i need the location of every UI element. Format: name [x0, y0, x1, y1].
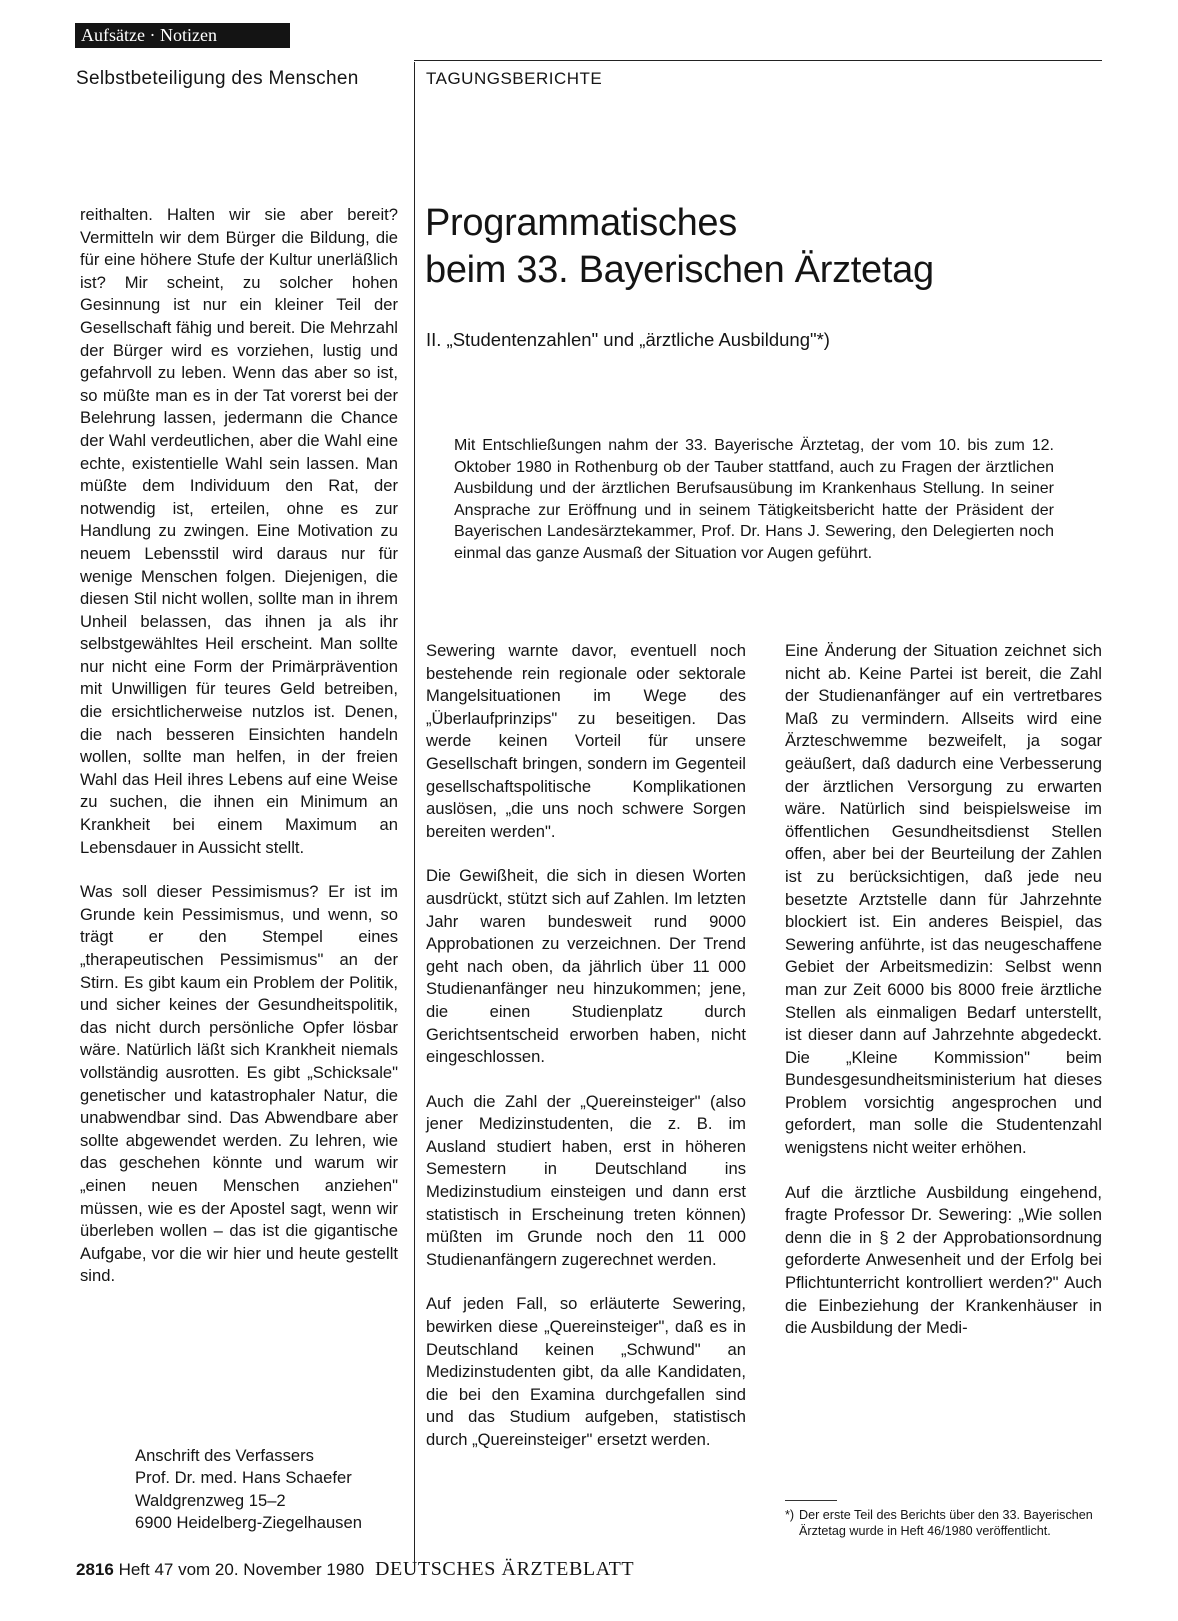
address-street: Waldgrenzweg 15–2: [135, 1490, 286, 1510]
body-paragraph: Auch die Zahl der „Quereinsteiger" (also jener Medizinstudenten, die z. B. im Ausland studiert haben, erst in höheren Semestern in Deutschland ins Medizinstudium einsteigen und dann erst statistisch in Erscheinung treten können) müßten im Grunde noch den 11 000 Studienanfängern zugerechnet werden.: [426, 1091, 746, 1269]
page-footer: [76, 1557, 634, 1582]
left-column: [80, 204, 398, 1288]
left-paragraph: reithalten. Halten wir sie aber bereit? Vermitteln wir dem Bürger die Bildung, die für eine höhere Stufe der Kultur unerläßlich ist? Mir scheint, zu solcher hohen Gesinnung ist nur ein kleiner Teil der Gesellschaft fähig und bereit. Die Mehrzahl der Bürger wird es vorziehen, lustig und gefahrvoll zu leben. Wenn das aber so ist, so müßte man es in der Tat vorerst bei der Belehrung lassen, jedermann die Chance der Wahl verdeutlichen, aber die Wahl eine echte, existentielle Wahl sein lassen. Man müßte dem Individuum den Rat, der notwendig ist, erteilen, ohne es zur Handlung zu zwingen. Eine Motivation zu neuem Lebensstil wird daraus nur für wenige Menschen folgen. Diejenigen, die diesen Stil nicht wollen, sollte man in ihrem Unheil belassen, das ihnen ja als ihr selbstgewähltes Heil erscheint. Man sollte nur nicht eine Form der Primärprävention mit Unwilligen für teures Geld betreiben, die ersichtlicherweise nutzlos ist. Denen, die nach besseren Einsichten handeln wollen, sollte man helfen, in der freien Wahl das Heil ihres Lebens auf eine Weise zu suchen, die ihnen ein Minimum an Krankheit bei einem Maximum an Lebensdauer in Aussicht stellt.: [80, 205, 398, 857]
left-paragraph: Was soll dieser Pessimismus? Er ist im Grunde kein Pessimismus, und wenn, so trägt er den Stempel eines „therapeutischen Pessimismus" an der Stirn. Es gibt kaum ein Problem der Politik, und sicher keines der Gesundheitspolitik, das nicht durch persönliche Opfer lösbar wäre. Natürlich läßt sich Krankheit niemals vollständig ausrotten. Es gibt „Schicksale" genetischer und katastrophaler Natur, die unabwendbar sind. Das Abwendbare aber sollte abgewendet werden. Zu lehren, wie das geschehen könnte und warum wir „einen neuen Menschen anziehen" müssen, wie es der Apostel sagt, wenn wir überleben wollen – das ist die gigantische Aufgabe, vor die wir hier und heute gestellt sind.: [80, 882, 398, 1286]
right-column: [785, 640, 1102, 1340]
article-lead: Mit Entschließungen nahm der 33. Bayerische Ärztetag, der vom 10. bis zum 12. Oktober 1980 in Rothenburg ob der Tauber stattfand, auch zu Fragen der ärztlichen Ausbildung und der ärztlichen Berufsausübung im Krankenhaus Stellung. In seiner Ansprache zur Eröffnung und in seinem Tätigkeitsbericht hatte der Präsident der Bayerischen Landesärztekammer, Prof. Dr. Hans J. Sewering, den Delegierten noch einmal das ganze Ausmaß der Situation vor Augen geführt.: [454, 437, 1054, 562]
footnote-mark: *): [785, 1508, 795, 1522]
article-subtitle: II. „Studentenzahlen" und „ärztliche Ausbildung"*): [426, 329, 830, 350]
body-paragraph: Auf die ärztliche Ausbildung eingehend, fragte Professor Dr. Sewering: „Wie sollen denn die in § 2 der Approbationsordnung geforderte Anwesenheit und der Erfolg bei Pflichtunterricht kontrolliert werden?" Auch die Einbeziehung der Krankenhäuser in die Ausbildung der Medi-: [785, 1182, 1102, 1338]
article-title-line: beim 33. Bayerischen Ärztetag: [425, 249, 934, 291]
header-rule: [414, 60, 1102, 61]
body-paragraph: Sewering warnte davor, eventuell noch bestehende rein regionale oder sektorale Mangelsituationen im Wege des „Überlaufprinzips" zu beseitigen. Das werde keinen Vorteil für unsere Gesellschaft bringen, sondern im Gegenteil gesellschaftspolitische Komplikationen auslösen, „die uns noch schwere Sorgen bereiten werden".: [426, 641, 746, 841]
journal-name: DEUTSCHES ÄRZTEBLATT: [374, 1558, 635, 1580]
body-paragraph: Eine Änderung der Situation zeichnet sich nicht ab. Keine Partei ist bereit, die Zahl der Studienanfänger auf ein vertretbares Maß zu vermindern. Allseits wird eine Ärzteschwemme bezweifelt, ja sogar geäußert, daß dadurch eine Verbesserung der ärztlichen Versorgung zu erwarten wäre. Natürlich sind beispielsweise im öffentlichen Gesundheitsdienst Stellen offen, aber bei der Beurteilung der Zahlen ist zu berücksichtigen, daß jede neu besetzte Arztstelle dann für Jahrzehnte blockiert ist. Ein anderes Beispiel, das Sewering anführte, ist das neugeschaffene Gebiet der Arbeitsmedizin: Selbst wenn man zur Zeit 6000 bis 8000 freie ärztliche Stellen als einmaligen Bedarf unterstellt, ist dieser dann auf Jahrzehnte abgedeckt. Die „Kleine Kommission" beim Bundesgesundheitsministerium hat dieses Problem vorsichtig angesprochen und gefordert, man solle die Studentenzahl wenigstens nicht weiter erhöhen.: [785, 641, 1102, 1158]
issue-info: Heft 47 vom 20. November 1980: [118, 1560, 365, 1579]
middle-column: [426, 640, 746, 1452]
article-title: [425, 200, 1095, 294]
address-city: 6900 Heidelberg-Ziegelhausen: [135, 1513, 362, 1533]
right-running-head: TAGUNGSBERICHTE: [426, 69, 603, 88]
page-number: 2816: [76, 1560, 114, 1579]
article-title-line: Programmatisches: [425, 202, 737, 244]
address-label: Anschrift des Verfassers: [135, 1446, 314, 1465]
body-paragraph: Auf jeden Fall, so erläuterte Sewering, bewirken diese „Quereinsteiger", daß es in Deutschland keinen „Schwund" an Medizinstudenten gibt, da alle Kandidaten, die bei den Examina durchgefallen sind und das Studium aufgeben, statistisch durch „Quereinsteiger" ersetzt werden.: [426, 1294, 746, 1449]
footnote: [785, 1508, 1103, 1539]
footnote-text: Der erste Teil des Berichts über den 33. Bayerischen Ärztetag wurde in Heft 46/1980 veröffentlicht.: [799, 1508, 1093, 1538]
body-paragraph: Die Gewißheit, die sich in diesen Worten ausdrückt, stützt sich auf Zahlen. Im letzten Jahr waren bundesweit rund 9000 Approbationen zu verzeichnen. Der Trend geht nach oben, da jährlich über 11 000 Studienanfänger neu hinzukommen; jene, die einen Studienplatz durch Gerichtsentscheid erworben haben, nicht eingeschlossen.: [426, 866, 746, 1067]
footnote-rule: [785, 1500, 837, 1501]
left-running-head: Selbstbeteiligung des Menschen: [76, 68, 359, 89]
author-address: [135, 1445, 405, 1535]
column-divider: [414, 62, 415, 1572]
address-name: Prof. Dr. med. Hans Schaefer: [135, 1468, 352, 1488]
section-badge: Aufsätze · Notizen: [75, 23, 290, 48]
